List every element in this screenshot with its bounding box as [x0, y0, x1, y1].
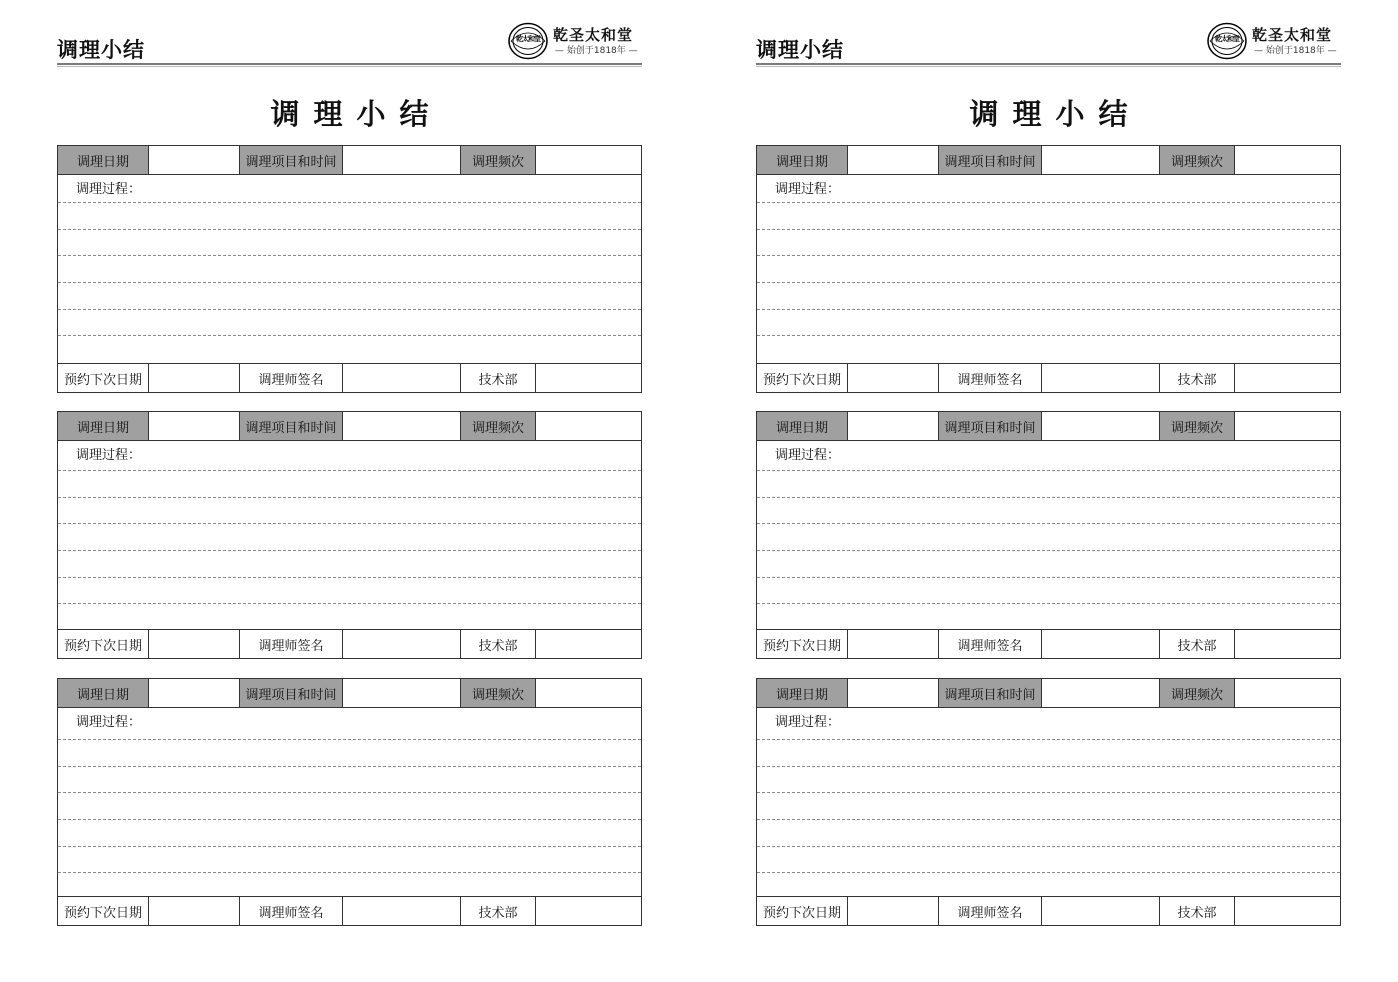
- process-line: [58, 819, 641, 820]
- tech-dept-field[interactable]: [1235, 630, 1340, 658]
- summary-card: [756, 411, 1341, 659]
- item-time-label: 调理项目和时间: [240, 679, 343, 707]
- header-rule: [756, 63, 1341, 65]
- tech-dept-label: 技术部: [461, 897, 536, 925]
- brand-logo: [508, 22, 642, 60]
- frequency-label: 调理频次: [1160, 679, 1235, 707]
- process-line: [58, 282, 641, 283]
- next-date-label: 预约下次日期: [757, 897, 848, 925]
- header-rule-thin: [756, 66, 1341, 67]
- process-line: [58, 872, 641, 873]
- card-footer-row: [757, 896, 1340, 925]
- tech-dept-field[interactable]: [536, 364, 641, 392]
- tech-dept-label: 技术部: [461, 630, 536, 658]
- process-line: [58, 766, 641, 767]
- date-field[interactable]: [848, 412, 939, 440]
- card-header-row: [757, 412, 1340, 441]
- date-label: 调理日期: [58, 412, 149, 440]
- date-label: 调理日期: [58, 679, 149, 707]
- card-header-row: [58, 412, 641, 441]
- frequency-label: 调理频次: [461, 679, 536, 707]
- next-date-field[interactable]: [149, 630, 240, 658]
- process-line: [58, 229, 641, 230]
- brand-logo: [1207, 22, 1341, 60]
- tech-dept-label: 技术部: [1160, 897, 1235, 925]
- process-label: 调理过程：: [775, 448, 841, 463]
- therapist-sign-field[interactable]: [1042, 630, 1160, 658]
- frequency-field[interactable]: [1235, 146, 1340, 174]
- item-time-label: 调理项目和时间: [240, 412, 343, 440]
- process-line: [757, 766, 1340, 767]
- process-line: [58, 577, 641, 578]
- therapist-sign-label: 调理师签名: [939, 897, 1042, 925]
- date-field[interactable]: [149, 146, 240, 174]
- process-line: [757, 739, 1340, 740]
- therapist-sign-field[interactable]: [1042, 364, 1160, 392]
- card-footer-row: [757, 363, 1340, 392]
- therapist-sign-label: 调理师签名: [939, 364, 1042, 392]
- header-title: 调理小结: [756, 38, 844, 62]
- therapist-sign-field[interactable]: [343, 364, 461, 392]
- next-date-field[interactable]: [848, 630, 939, 658]
- card-footer-row: [757, 629, 1340, 658]
- card-footer-row: [58, 363, 641, 392]
- next-date-field[interactable]: [848, 897, 939, 925]
- process-line: [757, 202, 1340, 203]
- summary-card: [57, 145, 642, 393]
- card-footer-row: [58, 896, 641, 925]
- brand-name: 乾圣太和堂: [1252, 26, 1333, 44]
- frequency-label: 调理频次: [461, 146, 536, 174]
- item-time-field[interactable]: [1042, 412, 1160, 440]
- next-date-label: 预约下次日期: [757, 364, 848, 392]
- process-line: [757, 497, 1340, 498]
- tech-dept-field[interactable]: [1235, 364, 1340, 392]
- process-line: [757, 846, 1340, 847]
- process-line: [757, 819, 1340, 820]
- process-line: [757, 255, 1340, 256]
- tech-dept-label: 技术部: [461, 364, 536, 392]
- frequency-field[interactable]: [536, 146, 641, 174]
- process-line: [757, 792, 1340, 793]
- process-line: [58, 550, 641, 551]
- next-date-label: 预约下次日期: [58, 630, 149, 658]
- process-line: [757, 470, 1340, 471]
- process-line: [58, 846, 641, 847]
- brand-since: — 始创于1818年 —: [1254, 46, 1337, 56]
- therapist-sign-label: 调理师签名: [939, 630, 1042, 658]
- frequency-field[interactable]: [1235, 679, 1340, 707]
- next-date-field[interactable]: [848, 364, 939, 392]
- header-rule: [57, 63, 642, 65]
- process-label: 调理过程：: [76, 448, 142, 463]
- therapist-sign-label: 调理师签名: [240, 364, 343, 392]
- therapist-sign-label: 调理师签名: [240, 630, 343, 658]
- process-label: 调理过程：: [76, 715, 142, 730]
- left-page: [57, 0, 642, 982]
- date-field[interactable]: [848, 679, 939, 707]
- process-line: [757, 335, 1340, 336]
- next-date-label: 预约下次日期: [58, 364, 149, 392]
- frequency-label: 调理频次: [1160, 146, 1235, 174]
- card-footer-row: [58, 629, 641, 658]
- right-page: [756, 0, 1341, 982]
- date-label: 调理日期: [757, 412, 848, 440]
- therapist-sign-field[interactable]: [1042, 897, 1160, 925]
- process-line: [757, 577, 1340, 578]
- item-time-label: 调理项目和时间: [939, 146, 1042, 174]
- item-time-field[interactable]: [343, 679, 461, 707]
- tech-dept-label: 技术部: [1160, 630, 1235, 658]
- frequency-field[interactable]: [536, 412, 641, 440]
- next-date-field[interactable]: [149, 364, 240, 392]
- frequency-label: 调理频次: [461, 412, 536, 440]
- date-label: 调理日期: [58, 146, 149, 174]
- item-time-label: 调理项目和时间: [939, 679, 1042, 707]
- process-line: [58, 739, 641, 740]
- date-field[interactable]: [149, 679, 240, 707]
- therapist-sign-field[interactable]: [343, 897, 461, 925]
- process-line: [58, 523, 641, 524]
- process-line: [58, 470, 641, 471]
- item-time-label: 调理项目和时间: [240, 146, 343, 174]
- card-header-row: [757, 146, 1340, 175]
- date-field[interactable]: [149, 412, 240, 440]
- page-title: 调理小结: [270, 97, 443, 131]
- process-line: [58, 603, 641, 604]
- process-line: [757, 523, 1340, 524]
- process-line: [58, 309, 641, 310]
- summary-card: [756, 145, 1341, 393]
- tech-dept-field[interactable]: [536, 897, 641, 925]
- process-line: [58, 335, 641, 336]
- process-line: [58, 255, 641, 256]
- process-line: [757, 309, 1340, 310]
- frequency-field[interactable]: [536, 679, 641, 707]
- item-time-field[interactable]: [343, 146, 461, 174]
- card-header-row: [58, 146, 641, 175]
- process-label: 调理过程：: [76, 182, 142, 197]
- tech-dept-field[interactable]: [1235, 897, 1340, 925]
- card-header-row: [58, 679, 641, 708]
- therapist-sign-label: 调理师签名: [240, 897, 343, 925]
- header-rule-thin: [57, 66, 642, 67]
- seal-text: 乾太和堂: [1215, 35, 1239, 43]
- date-label: 调理日期: [757, 679, 848, 707]
- process-label: 调理过程：: [775, 182, 841, 197]
- frequency-label: 调理频次: [1160, 412, 1235, 440]
- card-header-row: [757, 679, 1340, 708]
- header-title: 调理小结: [57, 38, 145, 62]
- process-line: [757, 550, 1340, 551]
- process-line: [58, 202, 641, 203]
- frequency-field[interactable]: [1235, 412, 1340, 440]
- item-time-label: 调理项目和时间: [939, 412, 1042, 440]
- summary-card: [57, 678, 642, 926]
- item-time-field[interactable]: [1042, 679, 1160, 707]
- summary-card: [57, 411, 642, 659]
- next-date-field[interactable]: [149, 897, 240, 925]
- date-field[interactable]: [848, 146, 939, 174]
- process-label: 调理过程：: [775, 715, 841, 730]
- process-line: [58, 792, 641, 793]
- brand-name: 乾圣太和堂: [553, 26, 634, 44]
- next-date-label: 预约下次日期: [757, 630, 848, 658]
- process-line: [58, 497, 641, 498]
- page-title: 调理小结: [969, 97, 1142, 131]
- seal-text: 乾太和堂: [516, 35, 540, 43]
- process-line: [757, 603, 1340, 604]
- process-line: [757, 229, 1340, 230]
- tech-dept-field[interactable]: [536, 630, 641, 658]
- process-line: [757, 282, 1340, 283]
- process-line: [757, 872, 1340, 873]
- item-time-field[interactable]: [343, 412, 461, 440]
- next-date-label: 预约下次日期: [58, 897, 149, 925]
- therapist-sign-field[interactable]: [343, 630, 461, 658]
- summary-card: [756, 678, 1341, 926]
- date-label: 调理日期: [757, 146, 848, 174]
- tech-dept-label: 技术部: [1160, 364, 1235, 392]
- brand-since: — 始创于1818年 —: [555, 46, 638, 56]
- item-time-field[interactable]: [1042, 146, 1160, 174]
